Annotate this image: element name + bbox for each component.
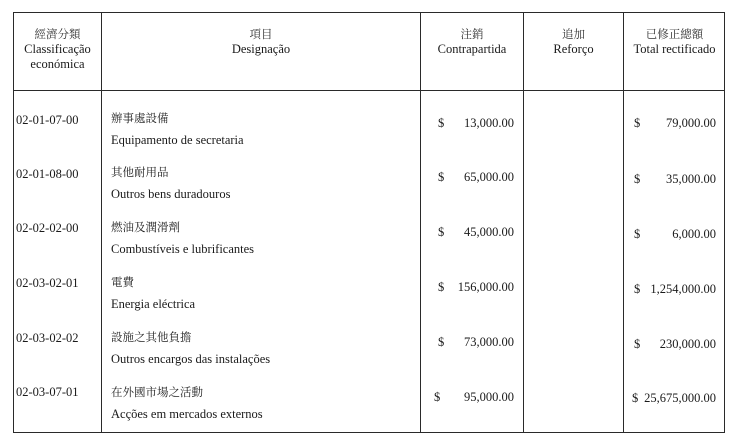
header-designation: [102, 27, 420, 57]
contrapartida-amount: 65,000.00: [464, 170, 514, 184]
total-currency: $: [634, 172, 641, 186]
row-designation-zh: 燃油及潤滑劑: [111, 220, 180, 234]
header-classification-pt2: económica: [30, 57, 85, 71]
row-designation-zh: 其他耐用品: [111, 165, 169, 179]
header-contrapartida-zh: 注銷: [460, 27, 484, 41]
row-code: 02-03-02-01: [16, 276, 79, 290]
total-amount: 230,000.00: [659, 337, 716, 351]
row-designation-pt: Energia eléctrica: [111, 297, 196, 311]
total-amount: 79,000.00: [666, 116, 716, 130]
total-amount: 1,254,000.00: [650, 282, 716, 296]
total-currency: $: [634, 116, 641, 130]
row-designation-pt: Combustíveis e lubrificantes: [111, 242, 255, 256]
row-designation-pt: Acções em mercados externos: [111, 407, 263, 421]
row-designation-pt: Outros encargos das instalações: [111, 352, 271, 366]
header-contrapartida: [421, 27, 523, 57]
header-contrapartida-pt: Contrapartida: [437, 42, 507, 56]
header-reforco: [524, 27, 623, 57]
row-code: 02-01-07-00: [16, 113, 79, 127]
header-classification: [14, 27, 101, 72]
column-divider: [623, 12, 624, 433]
total-currency: $: [632, 391, 639, 405]
header-total: [624, 27, 725, 57]
contrapartida-amount: 156,000.00: [457, 280, 514, 294]
row-code: 02-02-02-00: [16, 221, 79, 235]
total-amount: 35,000.00: [666, 172, 716, 186]
header-total-zh: 已修正總額: [645, 27, 704, 41]
total-amount: 25,675,000.00: [644, 391, 716, 405]
header-designation-zh: 項目: [249, 27, 273, 41]
row-code: 02-03-07-01: [16, 385, 79, 399]
contrapartida-currency: $: [438, 335, 445, 349]
row-designation: [111, 326, 270, 370]
header-classification-pt: Classificação: [24, 42, 91, 56]
contrapartida-currency: $: [438, 225, 445, 239]
total-currency: $: [634, 337, 641, 351]
contrapartida-currency: $: [438, 170, 445, 184]
contrapartida-amount: 95,000.00: [464, 390, 514, 404]
row-designation-zh: 電費: [111, 275, 134, 289]
row-designation: [111, 107, 244, 151]
total-amount: 6,000.00: [672, 227, 716, 241]
row-designation: [111, 216, 254, 260]
row-designation-zh: 辦事處設備: [111, 111, 169, 125]
header-reforco-zh: 追加: [562, 27, 585, 41]
column-divider: [523, 12, 524, 433]
row-designation-pt: Equipamento de secretaria: [111, 133, 244, 147]
total-currency: $: [634, 227, 641, 241]
header-designation-pt: Designação: [231, 42, 291, 56]
header-reforco-pt: Reforço: [553, 42, 594, 56]
row-code: 02-03-02-02: [16, 331, 79, 345]
row-designation: [111, 271, 195, 315]
contrapartida-amount: 73,000.00: [464, 335, 514, 349]
column-divider: [101, 12, 102, 433]
header-total-pt: Total rectificado: [633, 42, 716, 56]
row-designation: [111, 161, 230, 205]
column-divider: [420, 12, 421, 433]
header-divider: [13, 90, 725, 91]
contrapartida-amount: 13,000.00: [464, 116, 514, 130]
contrapartida-currency: $: [438, 280, 445, 294]
total-currency: $: [634, 282, 641, 296]
header-classification-zh: 經濟分類: [34, 27, 81, 41]
row-designation-zh: 在外國市場之活動: [111, 385, 203, 399]
contrapartida-currency: $: [434, 390, 441, 404]
contrapartida-currency: $: [438, 116, 445, 130]
row-code: 02-01-08-00: [16, 167, 79, 181]
row-designation-pt: Outros bens duradouros: [111, 187, 231, 201]
row-designation-zh: 設施之其他負擔: [111, 330, 192, 344]
row-designation: [111, 381, 263, 425]
contrapartida-amount: 45,000.00: [464, 225, 514, 239]
